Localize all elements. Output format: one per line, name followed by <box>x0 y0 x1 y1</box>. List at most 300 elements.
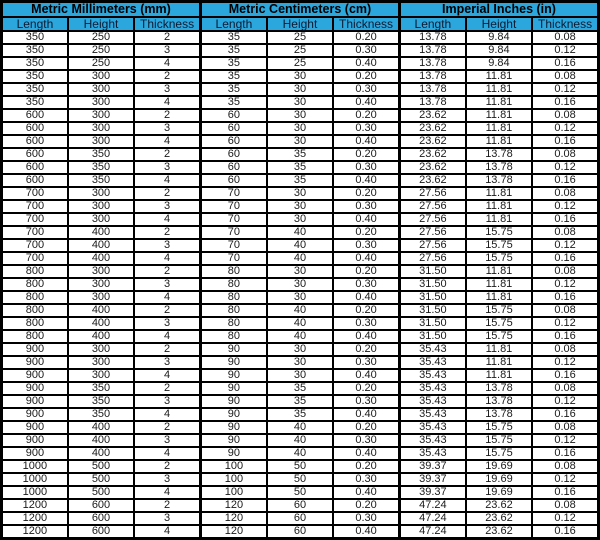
cell: 400 <box>68 226 134 239</box>
cell: 4 <box>134 135 200 148</box>
cell: 30 <box>267 278 333 291</box>
cell: 90 <box>200 343 266 356</box>
cell: 2 <box>134 460 200 473</box>
cell: 400 <box>68 239 134 252</box>
cell: 3 <box>134 122 200 135</box>
cell: 300 <box>68 356 134 369</box>
cell: 350 <box>68 408 134 421</box>
cell: 350 <box>68 148 134 161</box>
column-header-row <box>2 17 599 31</box>
cell: 23.62 <box>399 122 465 135</box>
cell: 0.20 <box>333 31 399 44</box>
table-row <box>2 187 599 200</box>
cell: 600 <box>68 512 134 525</box>
table-row <box>2 252 599 265</box>
cell: 11.81 <box>466 122 532 135</box>
cell: 900 <box>2 421 68 434</box>
cell: 0.30 <box>333 200 399 213</box>
cell: 35 <box>267 161 333 174</box>
cell: 70 <box>200 239 266 252</box>
table-row <box>2 148 599 161</box>
cell: 47.24 <box>399 525 465 539</box>
cell: 47.24 <box>399 512 465 525</box>
cell: 0.40 <box>333 96 399 109</box>
table-row <box>2 239 599 252</box>
cell: 0.40 <box>333 369 399 382</box>
cell: 900 <box>2 434 68 447</box>
cell: 35 <box>200 44 266 57</box>
cell: 350 <box>68 395 134 408</box>
cell: 0.16 <box>532 213 598 226</box>
cell: 90 <box>200 382 266 395</box>
table-row <box>2 226 599 239</box>
cell: 350 <box>2 83 68 96</box>
cell: 90 <box>200 395 266 408</box>
cell: 30 <box>267 187 333 200</box>
cell: 0.08 <box>532 148 598 161</box>
cell: 0.30 <box>333 512 399 525</box>
cell: 30 <box>267 122 333 135</box>
cell: 0.30 <box>333 473 399 486</box>
cell: 9.84 <box>466 44 532 57</box>
cell: 30 <box>267 343 333 356</box>
column-header-height-1: Height <box>267 17 333 31</box>
cell: 350 <box>68 174 134 187</box>
cell: 30 <box>267 109 333 122</box>
cell: 900 <box>2 369 68 382</box>
cell: 30 <box>267 200 333 213</box>
cell: 0.20 <box>333 460 399 473</box>
cell: 40 <box>267 304 333 317</box>
cell: 0.40 <box>333 525 399 539</box>
cell: 600 <box>2 135 68 148</box>
cell: 39.37 <box>399 486 465 499</box>
cell: 0.12 <box>532 473 598 486</box>
cell: 0.16 <box>532 525 598 539</box>
cell: 40 <box>267 239 333 252</box>
cell: 30 <box>267 291 333 304</box>
cell: 60 <box>200 122 266 135</box>
table-row <box>2 447 599 460</box>
cell: 0.12 <box>532 122 598 135</box>
cell: 4 <box>134 330 200 343</box>
cell: 60 <box>267 525 333 539</box>
cell: 31.50 <box>399 304 465 317</box>
cell: 35 <box>267 395 333 408</box>
cell: 0.16 <box>532 330 598 343</box>
cell: 15.75 <box>466 252 532 265</box>
cell: 0.20 <box>333 187 399 200</box>
cell: 13.78 <box>399 44 465 57</box>
cell: 600 <box>2 161 68 174</box>
cell: 13.78 <box>466 395 532 408</box>
cell: 2 <box>134 109 200 122</box>
cell: 15.75 <box>466 421 532 434</box>
cell: 15.75 <box>466 330 532 343</box>
cell: 3 <box>134 395 200 408</box>
cell: 0.40 <box>333 252 399 265</box>
table-row <box>2 408 599 421</box>
cell: 400 <box>68 447 134 460</box>
cell: 11.81 <box>466 187 532 200</box>
cell: 3 <box>134 161 200 174</box>
cell: 0.16 <box>532 369 598 382</box>
cell: 4 <box>134 291 200 304</box>
cell: 11.81 <box>466 291 532 304</box>
cell: 4 <box>134 252 200 265</box>
cell: 60 <box>200 135 266 148</box>
cell: 11.81 <box>466 70 532 83</box>
cell: 4 <box>134 96 200 109</box>
cell: 90 <box>200 356 266 369</box>
cell: 60 <box>200 174 266 187</box>
cell: 90 <box>200 434 266 447</box>
cell: 40 <box>267 330 333 343</box>
cell: 25 <box>267 31 333 44</box>
cell: 90 <box>200 421 266 434</box>
cell: 3 <box>134 278 200 291</box>
cell: 300 <box>68 291 134 304</box>
cell: 35 <box>200 57 266 70</box>
cell: 700 <box>2 226 68 239</box>
cell: 40 <box>267 317 333 330</box>
cell: 0.40 <box>333 213 399 226</box>
table-row <box>2 304 599 317</box>
column-header-thickness-2: Thickness <box>532 17 598 31</box>
cell: 13.78 <box>399 31 465 44</box>
cell: 70 <box>200 213 266 226</box>
cell: 0.12 <box>532 44 598 57</box>
cell: 13.78 <box>399 83 465 96</box>
cell: 0.16 <box>532 96 598 109</box>
cell: 0.40 <box>333 447 399 460</box>
table-row <box>2 174 599 187</box>
cell: 0.20 <box>333 304 399 317</box>
cell: 39.37 <box>399 473 465 486</box>
cell: 0.08 <box>532 70 598 83</box>
table-row <box>2 317 599 330</box>
cell: 0.20 <box>333 343 399 356</box>
cell: 0.16 <box>532 135 598 148</box>
cell: 27.56 <box>399 187 465 200</box>
cell: 500 <box>68 460 134 473</box>
cell: 25 <box>267 57 333 70</box>
cell: 50 <box>267 473 333 486</box>
cell: 0.12 <box>532 356 598 369</box>
cell: 0.20 <box>333 499 399 512</box>
cell: 2 <box>134 421 200 434</box>
column-header-thickness-1: Thickness <box>333 17 399 31</box>
cell: 800 <box>2 278 68 291</box>
cell: 0.12 <box>532 161 598 174</box>
cell: 700 <box>2 200 68 213</box>
cell: 2 <box>134 148 200 161</box>
cell: 19.69 <box>466 473 532 486</box>
cell: 900 <box>2 447 68 460</box>
table-row <box>2 70 599 83</box>
column-header-length-0: Length <box>2 17 68 31</box>
cell: 35.43 <box>399 408 465 421</box>
cell: 0.12 <box>532 317 598 330</box>
cell: 11.81 <box>466 96 532 109</box>
section-header-imperial-inches: Imperial Inches (in) <box>399 2 598 17</box>
cell: 2 <box>134 343 200 356</box>
cell: 3 <box>134 317 200 330</box>
cell: 80 <box>200 330 266 343</box>
cell: 11.81 <box>466 278 532 291</box>
table-row <box>2 31 599 44</box>
cell: 30 <box>267 369 333 382</box>
cell: 100 <box>200 486 266 499</box>
cell: 11.81 <box>466 109 532 122</box>
cell: 30 <box>267 213 333 226</box>
cell: 11.81 <box>466 135 532 148</box>
cell: 23.62 <box>466 512 532 525</box>
cell: 23.62 <box>466 499 532 512</box>
cell: 0.12 <box>532 239 598 252</box>
cell: 0.30 <box>333 278 399 291</box>
cell: 19.69 <box>466 460 532 473</box>
cell: 0.08 <box>532 304 598 317</box>
cell: 31.50 <box>399 317 465 330</box>
table-row <box>2 161 599 174</box>
cell: 0.20 <box>333 148 399 161</box>
cell: 0.16 <box>532 174 598 187</box>
cell: 2 <box>134 304 200 317</box>
cell: 120 <box>200 499 266 512</box>
cell: 350 <box>2 96 68 109</box>
cell: 500 <box>68 473 134 486</box>
cell: 13.78 <box>466 408 532 421</box>
cell: 0.08 <box>532 265 598 278</box>
cell: 30 <box>267 83 333 96</box>
cell: 3 <box>134 473 200 486</box>
cell: 35.43 <box>399 447 465 460</box>
cell: 2 <box>134 265 200 278</box>
column-header-height-2: Height <box>466 17 532 31</box>
cell: 90 <box>200 408 266 421</box>
cell: 31.50 <box>399 278 465 291</box>
cell: 600 <box>68 499 134 512</box>
cell: 15.75 <box>466 226 532 239</box>
cell: 3 <box>134 434 200 447</box>
cell: 1000 <box>2 460 68 473</box>
cell: 11.81 <box>466 83 532 96</box>
cell: 300 <box>68 278 134 291</box>
cell: 300 <box>68 96 134 109</box>
cell: 0.30 <box>333 122 399 135</box>
cell: 3 <box>134 356 200 369</box>
cell: 900 <box>2 408 68 421</box>
cell: 35.43 <box>399 356 465 369</box>
cell: 60 <box>200 161 266 174</box>
cell: 4 <box>134 447 200 460</box>
cell: 0.12 <box>532 512 598 525</box>
cell: 23.62 <box>399 174 465 187</box>
cell: 13.78 <box>399 57 465 70</box>
cell: 800 <box>2 317 68 330</box>
cell: 40 <box>267 421 333 434</box>
cell: 700 <box>2 252 68 265</box>
column-header-height-0: Height <box>68 17 134 31</box>
cell: 0.12 <box>532 200 598 213</box>
cell: 23.62 <box>399 161 465 174</box>
cell: 300 <box>68 369 134 382</box>
cell: 23.62 <box>399 135 465 148</box>
cell: 35 <box>200 96 266 109</box>
cell: 300 <box>68 200 134 213</box>
cell: 250 <box>68 44 134 57</box>
cell: 50 <box>267 460 333 473</box>
cell: 27.56 <box>399 252 465 265</box>
cell: 13.78 <box>399 70 465 83</box>
cell: 4 <box>134 408 200 421</box>
table-row <box>2 96 599 109</box>
cell: 400 <box>68 330 134 343</box>
cell: 35 <box>267 148 333 161</box>
cell: 350 <box>2 31 68 44</box>
cell: 27.56 <box>399 239 465 252</box>
cell: 60 <box>200 109 266 122</box>
column-header-length-2: Length <box>399 17 465 31</box>
cell: 23.62 <box>466 525 532 539</box>
cell: 13.78 <box>466 174 532 187</box>
cell: 0.16 <box>532 291 598 304</box>
cell: 50 <box>267 486 333 499</box>
cell: 0.30 <box>333 434 399 447</box>
cell: 600 <box>2 174 68 187</box>
cell: 100 <box>200 473 266 486</box>
cell: 35 <box>267 174 333 187</box>
cell: 80 <box>200 291 266 304</box>
cell: 120 <box>200 512 266 525</box>
cell: 250 <box>68 31 134 44</box>
cell: 40 <box>267 434 333 447</box>
cell: 39.37 <box>399 460 465 473</box>
cell: 3 <box>134 512 200 525</box>
cell: 15.75 <box>466 304 532 317</box>
cell: 31.50 <box>399 265 465 278</box>
cell: 13.78 <box>466 382 532 395</box>
cell: 0.40 <box>333 486 399 499</box>
cell: 25 <box>267 44 333 57</box>
table-row <box>2 122 599 135</box>
cell: 0.12 <box>532 434 598 447</box>
cell: 300 <box>68 265 134 278</box>
cell: 40 <box>267 252 333 265</box>
cell: 700 <box>2 213 68 226</box>
cell: 0.08 <box>532 31 598 44</box>
cell: 400 <box>68 252 134 265</box>
cell: 60 <box>200 148 266 161</box>
column-header-thickness-0: Thickness <box>134 17 200 31</box>
cell: 2 <box>134 187 200 200</box>
cell: 400 <box>68 434 134 447</box>
cell: 120 <box>200 525 266 539</box>
cell: 600 <box>2 122 68 135</box>
cell: 13.78 <box>466 161 532 174</box>
cell: 0.20 <box>333 109 399 122</box>
cell: 70 <box>200 226 266 239</box>
cell: 27.56 <box>399 200 465 213</box>
table-row <box>2 460 599 473</box>
cell: 31.50 <box>399 291 465 304</box>
cell: 0.16 <box>532 408 598 421</box>
cell: 350 <box>2 44 68 57</box>
cell: 0.30 <box>333 356 399 369</box>
cell: 0.08 <box>532 460 598 473</box>
cell: 35.43 <box>399 395 465 408</box>
cell: 350 <box>2 70 68 83</box>
cell: 0.08 <box>532 109 598 122</box>
cell: 35.43 <box>399 343 465 356</box>
cell: 4 <box>134 57 200 70</box>
cell: 31.50 <box>399 330 465 343</box>
cell: 80 <box>200 265 266 278</box>
cell: 13.78 <box>466 148 532 161</box>
cell: 47.24 <box>399 499 465 512</box>
cell: 11.81 <box>466 200 532 213</box>
table-row <box>2 434 599 447</box>
cell: 0.16 <box>532 252 598 265</box>
cell: 2 <box>134 226 200 239</box>
cell: 300 <box>68 343 134 356</box>
cell: 800 <box>2 291 68 304</box>
cell: 1000 <box>2 473 68 486</box>
cell: 35.43 <box>399 382 465 395</box>
cell: 600 <box>68 525 134 539</box>
cell: 0.30 <box>333 395 399 408</box>
cell: 0.40 <box>333 330 399 343</box>
table-row <box>2 135 599 148</box>
cell: 15.75 <box>466 239 532 252</box>
cell: 13.78 <box>399 96 465 109</box>
cell: 900 <box>2 382 68 395</box>
cell: 0.40 <box>333 408 399 421</box>
cell: 4 <box>134 525 200 539</box>
cell: 600 <box>2 148 68 161</box>
cell: 300 <box>68 213 134 226</box>
section-header-metric-millimeters: Metric Millimeters (mm) <box>2 2 201 17</box>
cell: 300 <box>68 70 134 83</box>
cell: 11.81 <box>466 369 532 382</box>
cell: 80 <box>200 317 266 330</box>
table-row <box>2 291 599 304</box>
cell: 0.16 <box>532 57 598 70</box>
cell: 0.16 <box>532 447 598 460</box>
cell: 1200 <box>2 499 68 512</box>
cell: 2 <box>134 499 200 512</box>
table-row <box>2 83 599 96</box>
cell: 0.40 <box>333 291 399 304</box>
cell: 0.12 <box>532 395 598 408</box>
cell: 11.81 <box>466 213 532 226</box>
table-row <box>2 278 599 291</box>
cell: 800 <box>2 265 68 278</box>
cell: 27.56 <box>399 226 465 239</box>
cell: 30 <box>267 265 333 278</box>
cell: 11.81 <box>466 265 532 278</box>
cell: 1200 <box>2 512 68 525</box>
cell: 400 <box>68 317 134 330</box>
cell: 0.12 <box>532 278 598 291</box>
cell: 300 <box>68 187 134 200</box>
cell: 0.20 <box>333 265 399 278</box>
cell: 15.75 <box>466 447 532 460</box>
cell: 35 <box>267 382 333 395</box>
cell: 300 <box>68 83 134 96</box>
cell: 0.40 <box>333 135 399 148</box>
